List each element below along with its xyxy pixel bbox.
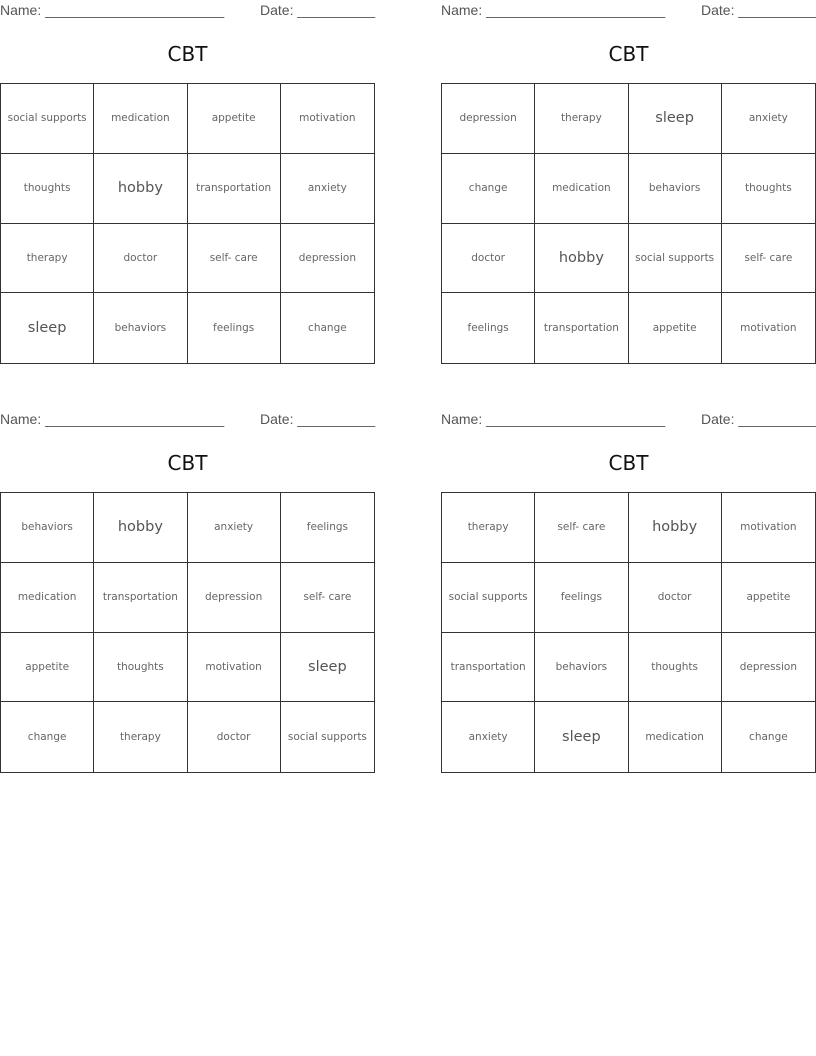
bingo-cell: feelings xyxy=(281,493,374,563)
bingo-cell: medication xyxy=(94,84,187,154)
bingo-cell: self- care xyxy=(535,493,628,563)
card-title: CBT xyxy=(608,451,649,475)
date-field-label: Date: __________ xyxy=(701,2,816,18)
bingo-cell: change xyxy=(749,731,788,744)
date-field-label: Date: __________ xyxy=(701,411,816,427)
bingo-cell: thoughts xyxy=(1,154,94,224)
bingo-cell: appetite xyxy=(188,84,281,154)
card-header xyxy=(0,409,375,431)
bingo-cell: change xyxy=(1,702,94,772)
bingo-cell: anxiety xyxy=(722,84,815,154)
bingo-cell: motivation xyxy=(722,493,815,563)
bingo-cell: depression xyxy=(722,633,815,703)
bingo-cell: behaviors xyxy=(1,493,94,563)
bingo-cell: anxiety xyxy=(281,154,374,224)
bingo-cell: sleep xyxy=(1,293,94,363)
bingo-cell: hobby xyxy=(94,154,187,224)
bingo-grid xyxy=(0,492,375,773)
bingo-grid xyxy=(441,492,816,773)
bingo-cell: social supports xyxy=(629,224,722,294)
bingo-cell: transportation xyxy=(188,154,281,224)
bingo-cell: feelings xyxy=(442,293,535,363)
card-title: CBT xyxy=(608,42,649,66)
bingo-cell: doctor xyxy=(442,224,535,294)
bingo-cell: anxiety xyxy=(188,493,281,563)
bingo-cell: doctor xyxy=(188,702,281,772)
bingo-cell: medication xyxy=(1,563,94,633)
card-header xyxy=(0,0,375,22)
name-field-label: Name: _______________________ xyxy=(441,2,666,18)
bingo-cell: therapy xyxy=(1,224,94,294)
bingo-cell: depression xyxy=(442,84,535,154)
bingo-cell: hobby xyxy=(94,493,187,563)
bingo-cell: therapy xyxy=(535,84,628,154)
card-title: CBT xyxy=(167,42,208,66)
bingo-cell: behaviors xyxy=(535,633,628,703)
bingo-cell: appetite xyxy=(1,633,94,703)
name-field-label: Name: _______________________ xyxy=(0,2,225,18)
bingo-cell: sleep xyxy=(535,702,628,772)
bingo-cell: self- care xyxy=(188,224,281,294)
bingo-cell: hobby xyxy=(535,224,628,294)
bingo-card-1 xyxy=(0,0,375,360)
card-header xyxy=(441,0,816,22)
bingo-card-2 xyxy=(441,0,816,360)
bingo-cell: change xyxy=(308,322,347,335)
bingo-cell: sleep xyxy=(629,84,722,154)
bingo-cell: self- care xyxy=(281,563,374,633)
date-field-label: Date: __________ xyxy=(260,411,376,427)
bingo-cell: transportation xyxy=(94,563,187,633)
bingo-grid xyxy=(0,83,375,364)
bingo-cell: appetite xyxy=(722,563,815,633)
bingo-cell: social supports xyxy=(287,731,367,744)
bingo-cell: doctor xyxy=(94,224,187,294)
bingo-cell: thoughts xyxy=(629,633,722,703)
bingo-cell: sleep xyxy=(281,633,374,703)
bingo-cell: behaviors xyxy=(94,293,187,363)
bingo-card-3 xyxy=(0,409,375,769)
bingo-cell: therapy xyxy=(94,702,187,772)
bingo-cell: social supports xyxy=(442,563,535,633)
bingo-cell: transportation xyxy=(535,293,628,363)
bingo-cell: self- care xyxy=(722,224,815,294)
bingo-cell: depression xyxy=(281,224,374,294)
bingo-cell: thoughts xyxy=(94,633,187,703)
card-title: CBT xyxy=(167,451,208,475)
bingo-cell: therapy xyxy=(442,493,535,563)
bingo-cell: depression xyxy=(188,563,281,633)
bingo-cell: medication xyxy=(629,702,722,772)
bingo-cell: motivation xyxy=(281,84,374,154)
bingo-cell: social supports xyxy=(1,84,94,154)
bingo-cell: transportation xyxy=(442,633,535,703)
bingo-grid xyxy=(441,83,816,364)
name-field-label: Name: _______________________ xyxy=(441,411,666,427)
bingo-cell: motivation xyxy=(188,633,281,703)
bingo-cell: appetite xyxy=(629,293,722,363)
bingo-cell: feelings xyxy=(188,293,281,363)
date-field-label: Date: __________ xyxy=(260,2,376,18)
bingo-cell: motivation xyxy=(740,322,797,335)
card-header xyxy=(441,409,816,431)
bingo-cell: feelings xyxy=(535,563,628,633)
bingo-cell: medication xyxy=(535,154,628,224)
bingo-cell: behaviors xyxy=(629,154,722,224)
bingo-cell: doctor xyxy=(629,563,722,633)
name-field-label: Name: _______________________ xyxy=(0,411,225,427)
bingo-cell: anxiety xyxy=(442,702,535,772)
bingo-cell: change xyxy=(442,154,535,224)
bingo-cell: thoughts xyxy=(722,154,815,224)
bingo-card-4 xyxy=(441,409,816,769)
bingo-cell: hobby xyxy=(629,493,722,563)
